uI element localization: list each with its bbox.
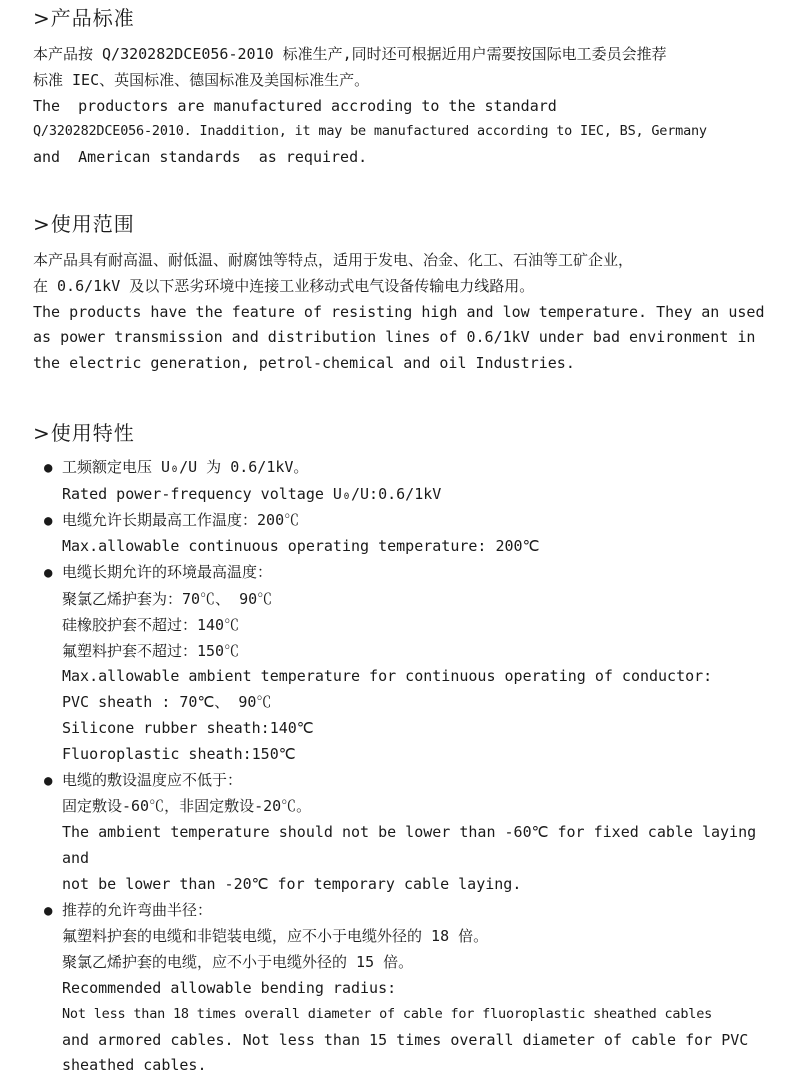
paragraph-scope-of-use bbox=[33, 248, 780, 377]
feature-item-first-line bbox=[44, 508, 780, 535]
section-heading-usage-characteristics: >使用特性 bbox=[33, 420, 135, 445]
text-line: Recommended allowable bending radius: bbox=[62, 978, 397, 997]
text-line: 在 0.6/1kV 及以下恶劣环境中连接工业移动式电气设备传输电力线路用。 bbox=[33, 276, 535, 295]
text-line: Silicone rubber sheath:140℃ bbox=[62, 718, 314, 737]
text-line: Q/320282DCE056-2010. Inaddition, it may be manufactured according to IEC, BS, Germany bbox=[33, 123, 707, 140]
feature-item-title: 电缆允许长期最高工作温度：200℃ bbox=[62, 510, 300, 529]
text-line: 固定敷设-60℃，非固定敷设-20℃。 bbox=[62, 797, 312, 816]
section-heading-scope-of-use: >使用范围 bbox=[33, 211, 135, 236]
text-line: 硅橡胶护套不超过：140℃ bbox=[62, 615, 240, 634]
section-heading-product-standard: >产品标准 bbox=[33, 6, 135, 30]
feature-item-rated-voltage bbox=[33, 455, 780, 508]
text-line: and American standards as required. bbox=[33, 148, 368, 167]
text-line: The productors are manufactured accroding to the standard bbox=[33, 96, 557, 115]
text-line: 氟塑料护套的电缆和非铠装电缆，应不小于电缆外径的 18 倍。 bbox=[62, 927, 489, 946]
feature-item-first-line bbox=[44, 560, 780, 587]
text-line: 聚氯乙烯护套的电缆，应不小于电缆外径的 15 倍。 bbox=[62, 953, 414, 972]
text-line: The products have the feature of resisting high and low temperature. They an used bbox=[33, 302, 765, 321]
section-usage-characteristics bbox=[33, 419, 780, 1079]
bullet-icon: ● bbox=[44, 512, 53, 529]
feature-item-title: 工频额定电压 U₀/U 为 0.6/1kV。 bbox=[62, 457, 309, 476]
paragraph-product-standard bbox=[33, 42, 780, 171]
feature-item-first-line bbox=[44, 768, 780, 795]
text-line: Fluoroplastic sheath:150℃ bbox=[62, 744, 296, 763]
text-line: not be lower than -20℃ for temporary cable laying. bbox=[62, 874, 522, 893]
feature-item-first-line bbox=[44, 455, 780, 482]
feature-item-title: 推荐的允许弯曲半径： bbox=[62, 900, 213, 919]
text-line: the electric generation, petrol-chemical and oil Industries. bbox=[33, 354, 575, 373]
bullet-icon: ● bbox=[44, 902, 53, 919]
text-line: sheathed cables. bbox=[62, 1056, 207, 1075]
text-line: 聚氯乙烯护套为：70℃、 90℃ bbox=[62, 589, 273, 608]
text-line: and armored cables. Not less than 15 times overall diameter of cable for PVC bbox=[62, 1030, 749, 1049]
section-scope-of-use bbox=[33, 210, 780, 377]
text-line: Max.allowable ambient temperature for continuous operating of conductor: bbox=[62, 667, 713, 686]
feature-list bbox=[33, 455, 780, 1079]
feature-item-title: 电缆长期允许的环境最高温度： bbox=[62, 563, 273, 582]
text-line: Not less than 18 times overall diameter of cable for fluoroplastic sheathed cables bbox=[62, 1005, 713, 1022]
section-product-standard bbox=[33, 4, 780, 171]
text-line: Max.allowable continuous operating temperature: 200℃ bbox=[62, 537, 540, 556]
text-line: 标准 IEC、英国标准、德国标准及美国标准生产。 bbox=[33, 70, 370, 89]
text-line: Rated power-frequency voltage U₀/U:0.6/1kV bbox=[62, 484, 442, 503]
text-line: 本产品具有耐高温、耐低温、耐腐蚀等特点，适用于发电、冶金、化工、石油等工矿企业， bbox=[33, 250, 634, 269]
feature-item-max-ambient-temperature bbox=[33, 560, 780, 767]
text-line: 氟塑料护套不超过：150℃ bbox=[62, 641, 240, 660]
feature-item-max-operating-temperature bbox=[33, 508, 780, 561]
text-line: PVC sheath : 70℃、 90℃ bbox=[62, 693, 272, 712]
text-line: 本产品按 Q/320282DCE056-2010 标准生产,同时还可根据近用户需要按国际电工委员会推荐 bbox=[33, 45, 667, 63]
feature-item-laying-temperature bbox=[33, 768, 780, 898]
bullet-icon: ● bbox=[44, 459, 53, 476]
bullet-icon: ● bbox=[44, 772, 53, 789]
feature-item-first-line bbox=[44, 898, 780, 925]
text-line: The ambient temperature should not be lower than -60℃ for fixed cable laying and bbox=[62, 823, 766, 867]
feature-item-title: 电缆的敷设温度应不低于： bbox=[62, 770, 243, 789]
bullet-icon: ● bbox=[44, 565, 53, 582]
text-line: as power transmission and distribution lines of 0.6/1kV under bad environment in bbox=[33, 328, 756, 347]
